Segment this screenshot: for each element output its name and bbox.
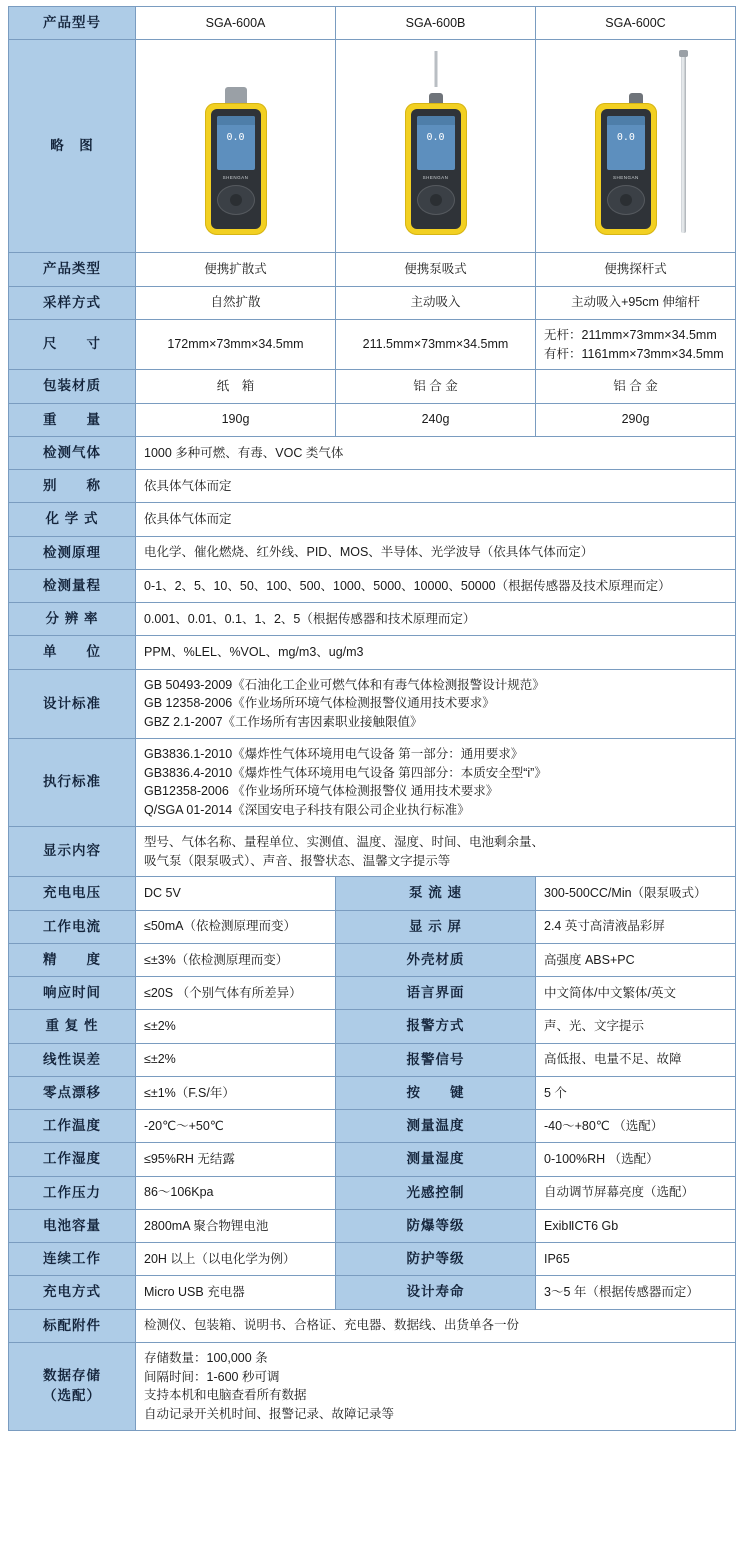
row-label: 分 辨 率 <box>9 603 136 636</box>
row-label-right: 报警信号 <box>336 1043 536 1076</box>
table-row <box>9 1043 736 1076</box>
device-screen <box>217 116 255 170</box>
row-label-right: 防爆等级 <box>336 1209 536 1242</box>
row-value-left: ≤±2% <box>136 1043 336 1076</box>
row-value: 便携泵吸式 <box>336 253 536 286</box>
row-label-right: 按 键 <box>336 1076 536 1109</box>
table-row <box>9 1243 736 1276</box>
text-line: 型号、气体名称、量程单位、实测值、温度、湿度、时间、电池剩余量、 <box>144 834 545 849</box>
text-line: 支持本机和电脑查看所有数据 <box>144 1388 307 1403</box>
row-label: 化 学 式 <box>9 503 136 536</box>
portable-diffusion-detector-image <box>176 49 296 239</box>
row-value-left: ≤±3%（依检测原理而变） <box>136 943 336 976</box>
text-line: 数据存储 <box>43 1368 101 1383</box>
row-value-left: ≤±2% <box>136 1010 336 1043</box>
device-screen <box>417 116 455 170</box>
device-brand: SHENGAN <box>422 174 449 180</box>
row-label: 设计标准 <box>9 669 136 738</box>
screen-reading: 0.0 <box>616 131 635 143</box>
row-value: 电化学、催化燃烧、红外线、PID、MOS、半导体、光学波导（依具体气体而定） <box>136 536 736 569</box>
row-value-right: 5 个 <box>536 1076 736 1109</box>
row-value-left: 20H 以上（以电化学为例） <box>136 1243 336 1276</box>
table-row <box>9 738 736 826</box>
spec-rows-tail <box>9 1309 736 1430</box>
row-label: 检测气体 <box>9 436 136 469</box>
text-line: （选配） <box>43 1388 101 1404</box>
row-value-left: ≤95%RH 无结露 <box>136 1143 336 1176</box>
row-label-left: 充电电压 <box>9 877 136 910</box>
row-value: 便携探杆式 <box>536 253 736 286</box>
row-label <box>9 1342 136 1430</box>
row-label-right: 语言界面 <box>336 977 536 1010</box>
table-row-model <box>9 7 736 40</box>
row-value <box>136 738 736 826</box>
row-value-left: DC 5V <box>136 877 336 910</box>
row-label: 标配附件 <box>9 1309 136 1342</box>
table-row <box>9 1342 736 1430</box>
table-row <box>9 370 736 403</box>
row-value-right: 中文简体/中文繁体/英文 <box>536 977 736 1010</box>
table-row <box>9 636 736 669</box>
device-face <box>211 109 261 229</box>
row-value: 依具体气体而定 <box>136 470 736 503</box>
row-value <box>136 826 736 877</box>
row-value: 0.001、0.01、0.1、1、2、5（根据传感器和技术原理而定） <box>136 603 736 636</box>
pump-inlet-tube-icon <box>434 51 437 87</box>
row-label-right: 测量温度 <box>336 1110 536 1143</box>
table-row <box>9 603 736 636</box>
device-keypad <box>417 185 455 215</box>
row-value-right: 300-500CC/Min（限泵吸式） <box>536 877 736 910</box>
row-value: 290g <box>536 403 736 436</box>
row-label: 执行标准 <box>9 738 136 826</box>
row-value: 主动吸入 <box>336 286 536 319</box>
row-label: 检测原理 <box>9 536 136 569</box>
row-value: PPM、%LEL、%VOL、mg/m3、ug/m3 <box>136 636 736 669</box>
row-value-left: Micro USB 充电器 <box>136 1276 336 1309</box>
table-row <box>9 286 736 319</box>
table-row <box>9 1110 736 1143</box>
row-label-right: 泵 流 速 <box>336 877 536 910</box>
row-label: 重 量 <box>9 403 136 436</box>
row-label-right: 测量湿度 <box>336 1143 536 1176</box>
text-line: 间隔时间：1-600 秒可调 <box>144 1369 280 1384</box>
text-line: GB 12358-2006《作业场所环境气体检测报警仪通用技术要求》 <box>144 696 495 711</box>
row-value: 主动吸入+95cm 伸缩杆 <box>536 286 736 319</box>
row-value: 1000 多种可燃、有毒、VOC 类气体 <box>136 436 736 469</box>
diagram-cell-b <box>336 40 536 253</box>
row-label-left: 工作压力 <box>9 1176 136 1209</box>
text-line: Q/SGA 01-2014《深国安电子科技有限公司企业执行标准》 <box>144 803 470 817</box>
spec-table-body <box>9 7 736 253</box>
table-row <box>9 877 736 910</box>
row-label-left: 精 度 <box>9 943 136 976</box>
row-value-right: IP65 <box>536 1243 736 1276</box>
table-row <box>9 826 736 877</box>
row-value-left: 2800mA 聚合物锂电池 <box>136 1209 336 1242</box>
table-row <box>9 536 736 569</box>
row-label-left: 线性误差 <box>9 1043 136 1076</box>
row-label-right: 设计寿命 <box>336 1276 536 1309</box>
row-label-right: 显 示 屏 <box>336 910 536 943</box>
text-line: 有杆：1161mm×73mm×34.5mm <box>544 346 724 361</box>
row-label: 单 位 <box>9 636 136 669</box>
table-row <box>9 1209 736 1242</box>
row-value: 自然扩散 <box>136 286 336 319</box>
table-row-diagram <box>9 40 736 253</box>
row-value-right: 3～5 年（根据传感器而定） <box>536 1276 736 1309</box>
table-row <box>9 319 736 370</box>
row-value-right: ExibⅡCT6 Gb <box>536 1209 736 1242</box>
device-keypad <box>607 185 645 215</box>
row-label-right: 报警方式 <box>336 1010 536 1043</box>
row-value-right: -40～+80℃ （选配） <box>536 1110 736 1143</box>
device-face <box>411 109 461 229</box>
row-value-right: 声、光、文字提示 <box>536 1010 736 1043</box>
row-label-left: 工作电流 <box>9 910 136 943</box>
text-line: 存储数量：100,000 条 <box>144 1350 268 1365</box>
row-value: 211.5mm×73mm×34.5mm <box>336 319 536 370</box>
diagram-cell-a <box>136 40 336 253</box>
spec-rows-three-column <box>9 253 736 437</box>
table-row <box>9 1276 736 1309</box>
row-label-left: 零点漂移 <box>9 1076 136 1109</box>
model-c: SGA-600C <box>536 7 736 40</box>
table-row <box>9 1309 736 1342</box>
table-row <box>9 1010 736 1043</box>
row-label: 包装材质 <box>9 370 136 403</box>
row-value: 纸 箱 <box>136 370 336 403</box>
row-label-right: 光感控制 <box>336 1176 536 1209</box>
row-label-model: 产品型号 <box>9 7 136 40</box>
row-value: 铝 合 金 <box>336 370 536 403</box>
spec-rows-full-width <box>9 436 736 877</box>
probe-tip-icon <box>679 50 688 57</box>
device-keypad <box>217 185 255 215</box>
table-row <box>9 436 736 469</box>
row-label-left: 工作温度 <box>9 1110 136 1143</box>
device-body <box>405 103 467 235</box>
product-spec-table <box>8 6 736 1431</box>
text-line: GB3836.4-2010《爆炸性气体环境用电气设备 第四部分：本质安全型“i”》 <box>144 765 547 780</box>
row-value-left: ≤±1%（F.S/年） <box>136 1076 336 1109</box>
row-label: 产品类型 <box>9 253 136 286</box>
device-screen <box>607 116 645 170</box>
screen-reading: 0.0 <box>426 131 445 143</box>
row-value <box>536 319 736 370</box>
row-label-diagram: 略 图 <box>9 40 136 253</box>
device-body <box>595 103 657 235</box>
table-row <box>9 910 736 943</box>
row-value-right: 2.4 英寸高清液晶彩屏 <box>536 910 736 943</box>
row-label-left: 充电方式 <box>9 1276 136 1309</box>
table-row <box>9 1176 736 1209</box>
table-row <box>9 1076 736 1109</box>
row-label: 尺 寸 <box>9 319 136 370</box>
row-label-left: 重 复 性 <box>9 1010 136 1043</box>
row-label-right: 防护等级 <box>336 1243 536 1276</box>
row-value: 190g <box>136 403 336 436</box>
row-value-left: ≤20S （个别气体有所差异） <box>136 977 336 1010</box>
row-label: 显示内容 <box>9 826 136 877</box>
row-label-left: 电池容量 <box>9 1209 136 1242</box>
screen-reading: 0.0 <box>226 131 245 143</box>
spec-rows-paired <box>9 877 736 1309</box>
model-a: SGA-600A <box>136 7 336 40</box>
row-value-left: -20℃～+50℃ <box>136 1110 336 1143</box>
row-label-left: 响应时间 <box>9 977 136 1010</box>
table-row <box>9 669 736 738</box>
text-line: GB 50493-2009《石油化工企业可燃气体和有毒气体检测报警设计规范》 <box>144 677 545 692</box>
row-label: 采样方式 <box>9 286 136 319</box>
portable-probe-detector-image <box>576 49 696 239</box>
text-line: GBZ 2.1-2007《工作场所有害因素职业接触限值》 <box>144 715 423 729</box>
text-line: 无杆：211mm×73mm×34.5mm <box>544 327 717 342</box>
row-label-right: 外壳材质 <box>336 943 536 976</box>
row-value: 检测仪、包装箱、说明书、合格证、充电器、数据线、出货单各一份 <box>136 1309 736 1342</box>
text-line: GB3836.1-2010《爆炸性气体环境用电气设备 第一部分：通用要求》 <box>144 746 524 761</box>
table-row <box>9 470 736 503</box>
row-value-right: 0-100%RH （选配） <box>536 1143 736 1176</box>
text-line: 自动记录开关机时间、报警记录、故障记录等 <box>144 1407 395 1421</box>
row-value: 依具体气体而定 <box>136 503 736 536</box>
row-value: 铝 合 金 <box>536 370 736 403</box>
row-value-right: 自动调节屏幕亮度（选配） <box>536 1176 736 1209</box>
row-label-left: 连续工作 <box>9 1243 136 1276</box>
table-row <box>9 943 736 976</box>
row-label: 检测量程 <box>9 569 136 602</box>
row-value-left: ≤50mA（依检测原理而变） <box>136 910 336 943</box>
text-line: 吸气泵（限泵吸式）、声音、报警状态、温馨文字提示等 <box>144 853 451 868</box>
model-b: SGA-600B <box>336 7 536 40</box>
table-row <box>9 503 736 536</box>
table-row <box>9 403 736 436</box>
text-line: GB12358-2006 《作业场所环境气体检测报警仪 通用技术要求》 <box>144 784 499 799</box>
row-value: 0-1、2、5、10、50、100、500、1000、5000、10000、50000（根据传感器及技术原理而定） <box>136 569 736 602</box>
table-row <box>9 1143 736 1176</box>
table-row <box>9 977 736 1010</box>
row-value: 便携扩散式 <box>136 253 336 286</box>
row-value <box>136 1342 736 1430</box>
row-value-right: 高低报、电量不足、故障 <box>536 1043 736 1076</box>
row-label-left: 工作湿度 <box>9 1143 136 1176</box>
row-value: 240g <box>336 403 536 436</box>
table-row <box>9 253 736 286</box>
row-value <box>136 669 736 738</box>
row-value: 172mm×73mm×34.5mm <box>136 319 336 370</box>
device-brand: SHENGAN <box>613 174 639 180</box>
device-face <box>601 109 651 229</box>
portable-pump-detector-image <box>376 49 496 239</box>
row-value-left: 86～106Kpa <box>136 1176 336 1209</box>
table-row <box>9 569 736 602</box>
telescopic-probe-icon <box>681 55 686 233</box>
device-brand: SHENGAN <box>222 174 249 180</box>
row-value-right: 高强度 ABS+PC <box>536 943 736 976</box>
row-label: 别 称 <box>9 470 136 503</box>
device-body <box>205 103 267 235</box>
diagram-cell-c <box>536 40 736 253</box>
